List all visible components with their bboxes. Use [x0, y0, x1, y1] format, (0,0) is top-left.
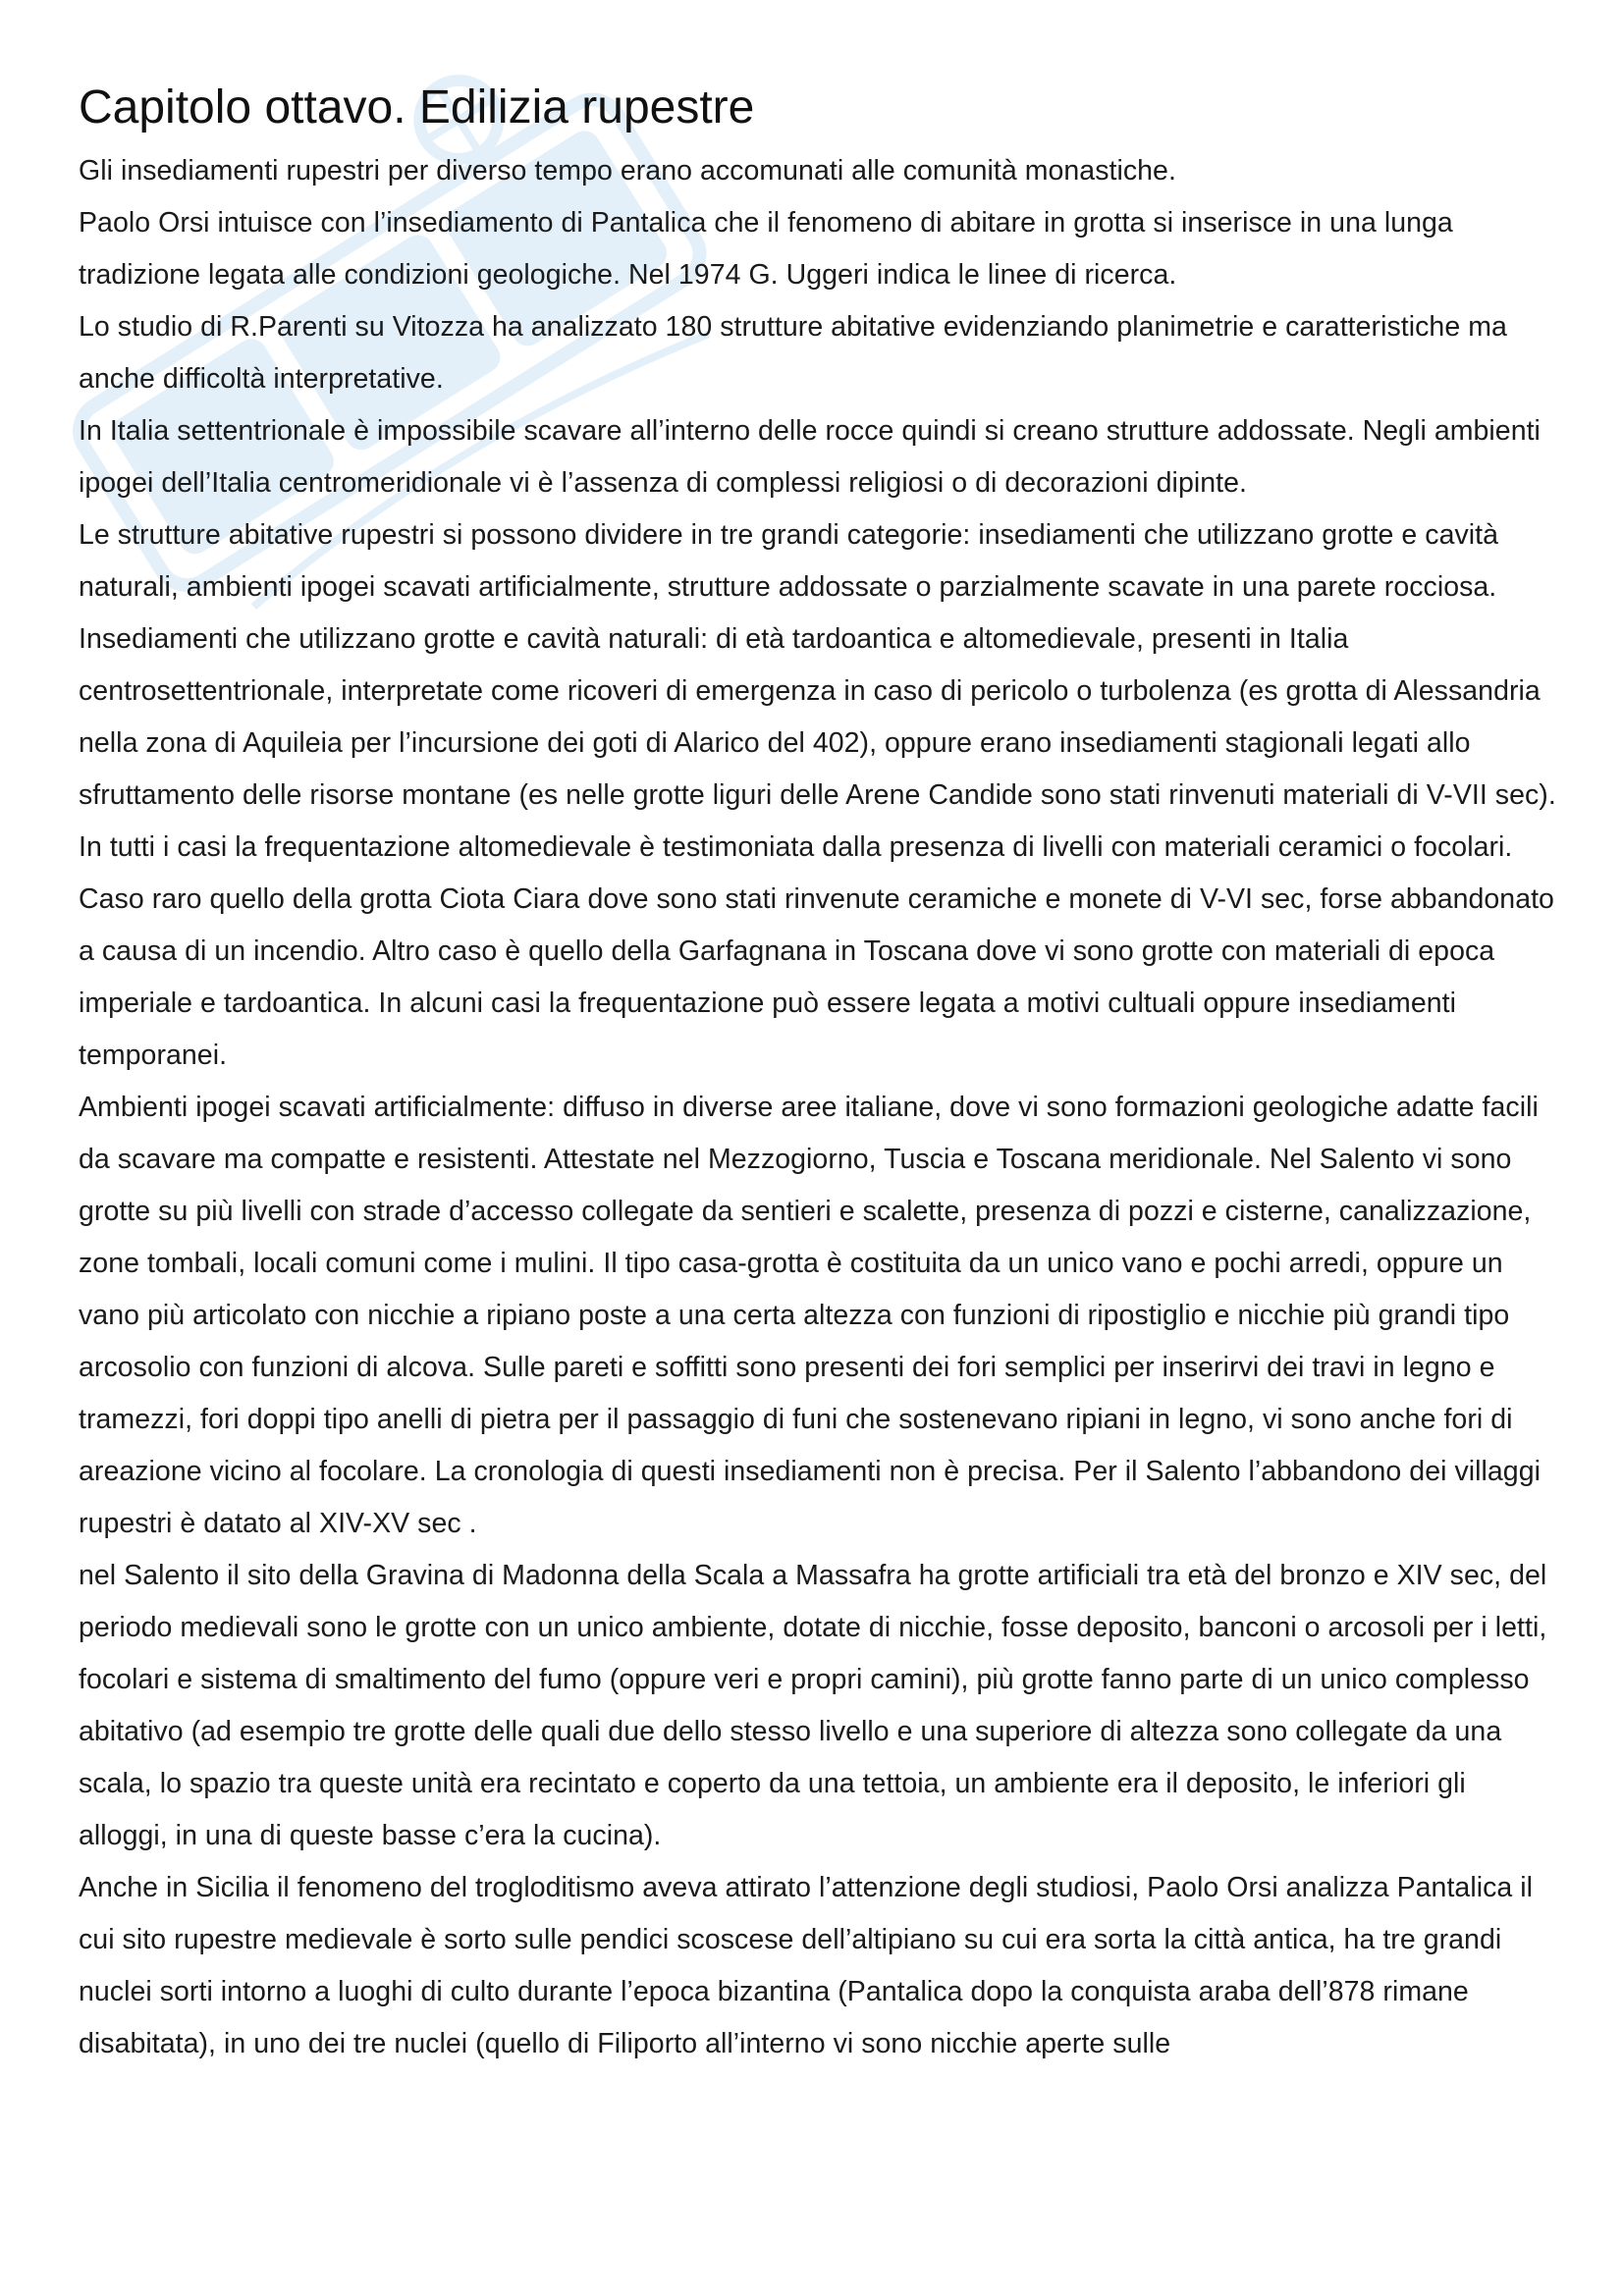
document-body	[79, 77, 1561, 2070]
paragraph-11: Anche in Sicilia il fenomeno del trogloditismo aveva attirato l’attenzione degli studiosi, Paolo Orsi analizza Pantalica il cui sito rupestre medievale è sorto sulle pendici scoscese dell’altipiano su cui era sorta la città antica, ha tre grandi nuclei sorti intorno a luoghi di culto durante l’epoca bizantina (Pantalica dopo la conquista araba dell’878 rimane disabitata), in uno dei tre nuclei (quello di Filiporto all’interno vi sono nicchie aperte sulle	[79, 1872, 1534, 2059]
paragraph-9: Ambienti ipogei scavati artificialmente: diffuso in diverse aree italiane, dove vi sono formazioni geologiche adatte facili da scavare ma compatte e resistenti. Attestate nel Mezzogiorno, Tuscia e Toscana meridionale. Nel Salento vi sono grotte su più livelli con strade d’accesso collegate da sentieri e scalette, presenza di pozzi e cisterne, canalizzazione, zone tombali, locali comuni come i mulini. Il tipo casa-grotta è costituita da un unico vano e pochi arredi, oppure un vano più articolato con nicchie a ripiano poste a una certa altezza con funzioni di ripostiglio e nicchie più grandi tipo arcosolio con funzioni di alcova. Sulle pareti e soffitti sono presenti dei fori semplici per inserirvi dei travi in legno e tramezzi, fori doppi tipo anelli di pietra per il passaggio di funi che sostenevano ripiani in legno, vi sono anche fori di areazione vicino al focolare. La cronologia di questi insediamenti non è precisa. Per il Salento l’abbandono dei villaggi rupestri è datato al XIV-XV sec .	[79, 1092, 1541, 1539]
paragraph-1: Gli insediamenti rupestri per diverso tempo erano accomunati alle comunità monastiche.	[79, 155, 1176, 187]
paragraph-4: In Italia settentrionale è impossibile scavare all’interno delle rocce quindi si creano strutture addossate. Negli ambienti ipogei dell’Italia centromeridionale vi è l’assenza di complessi religiosi o di decorazioni dipinte.	[79, 415, 1541, 499]
paragraph-2: Paolo Orsi intuisce con l’insediamento di Pantalica che il fenomeno di abitare in grotta si inserisce in una lunga tradizione legata alle condizioni geologiche. Nel 1974 G. Uggeri indica le linee di ricerca.	[79, 207, 1453, 291]
paragraph-10: nel Salento il sito della Gravina di Madonna della Scala a Massafra ha grotte artificiali tra età del bronzo e XIV sec, del periodo medievali sono le grotte con un unico ambiente, dotate di nicchie, fosse deposito, banconi o arcosoli per i letti, focolari e sistema di smaltimento del fumo (oppure veri e propri camini), più grotte fanno parte di un unico complesso abitativo (ad esempio tre grotte delle quali due dello stesso livello e una superiore di altezza sono collegate da una scala, lo spazio tra queste unità era recintato e coperto da una tettoia, un ambiente era il deposito, le inferiori gli alloggi, in una di queste basse c’era la cucina).	[79, 1560, 1547, 1851]
paragraph-3: Lo studio di R.Parenti su Vitozza ha analizzato 180 strutture abitative evidenziando planimetrie e caratteristiche ma anche difficoltà interpretative.	[79, 311, 1507, 395]
paragraph-5: Le strutture abitative rupestri si possono dividere in tre grandi categorie: insediamenti che utilizzano grotte e cavità naturali, ambienti ipogei scavati artificialmente, strutture addossate o parzialmente scavate in una parete rocciosa.	[79, 519, 1499, 603]
paragraph-6: Insediamenti che utilizzano grotte e cavità naturali: di età tardoantica e altomedievale, presenti in Italia centrosettentrionale, interpretate come ricoveri di emergenza in caso di pericolo o turbolenza (es grotta di Alessandria nella zona di Aquileia per l’incursione dei goti di Alarico del 402), oppure erano insediamenti stagionali legati allo sfruttamento delle risorse montane (es nelle grotte liguri delle Arene Candide sono stati rinvenuti materiali di V-VII sec).	[79, 623, 1556, 811]
paragraph-7: In tutti i casi la frequentazione altomedievale è testimoniata dalla presenza di livelli con materiali ceramici o focolari.	[79, 831, 1513, 863]
page-title: Capitolo ottavo. Edilizia rupestre	[79, 81, 755, 133]
paragraph-8: Caso raro quello della grotta Ciota Ciara dove sono stati rinvenute ceramiche e monete di V-VI sec, forse abbandonato a causa di un incendio. Altro caso è quello della Garfagnana in Toscana dove vi sono grotte con materiali di epoca imperiale e tardoantica. In alcuni casi la frequentazione può essere legata a motivi cultuali oppure insediamenti temporanei.	[79, 883, 1554, 1071]
